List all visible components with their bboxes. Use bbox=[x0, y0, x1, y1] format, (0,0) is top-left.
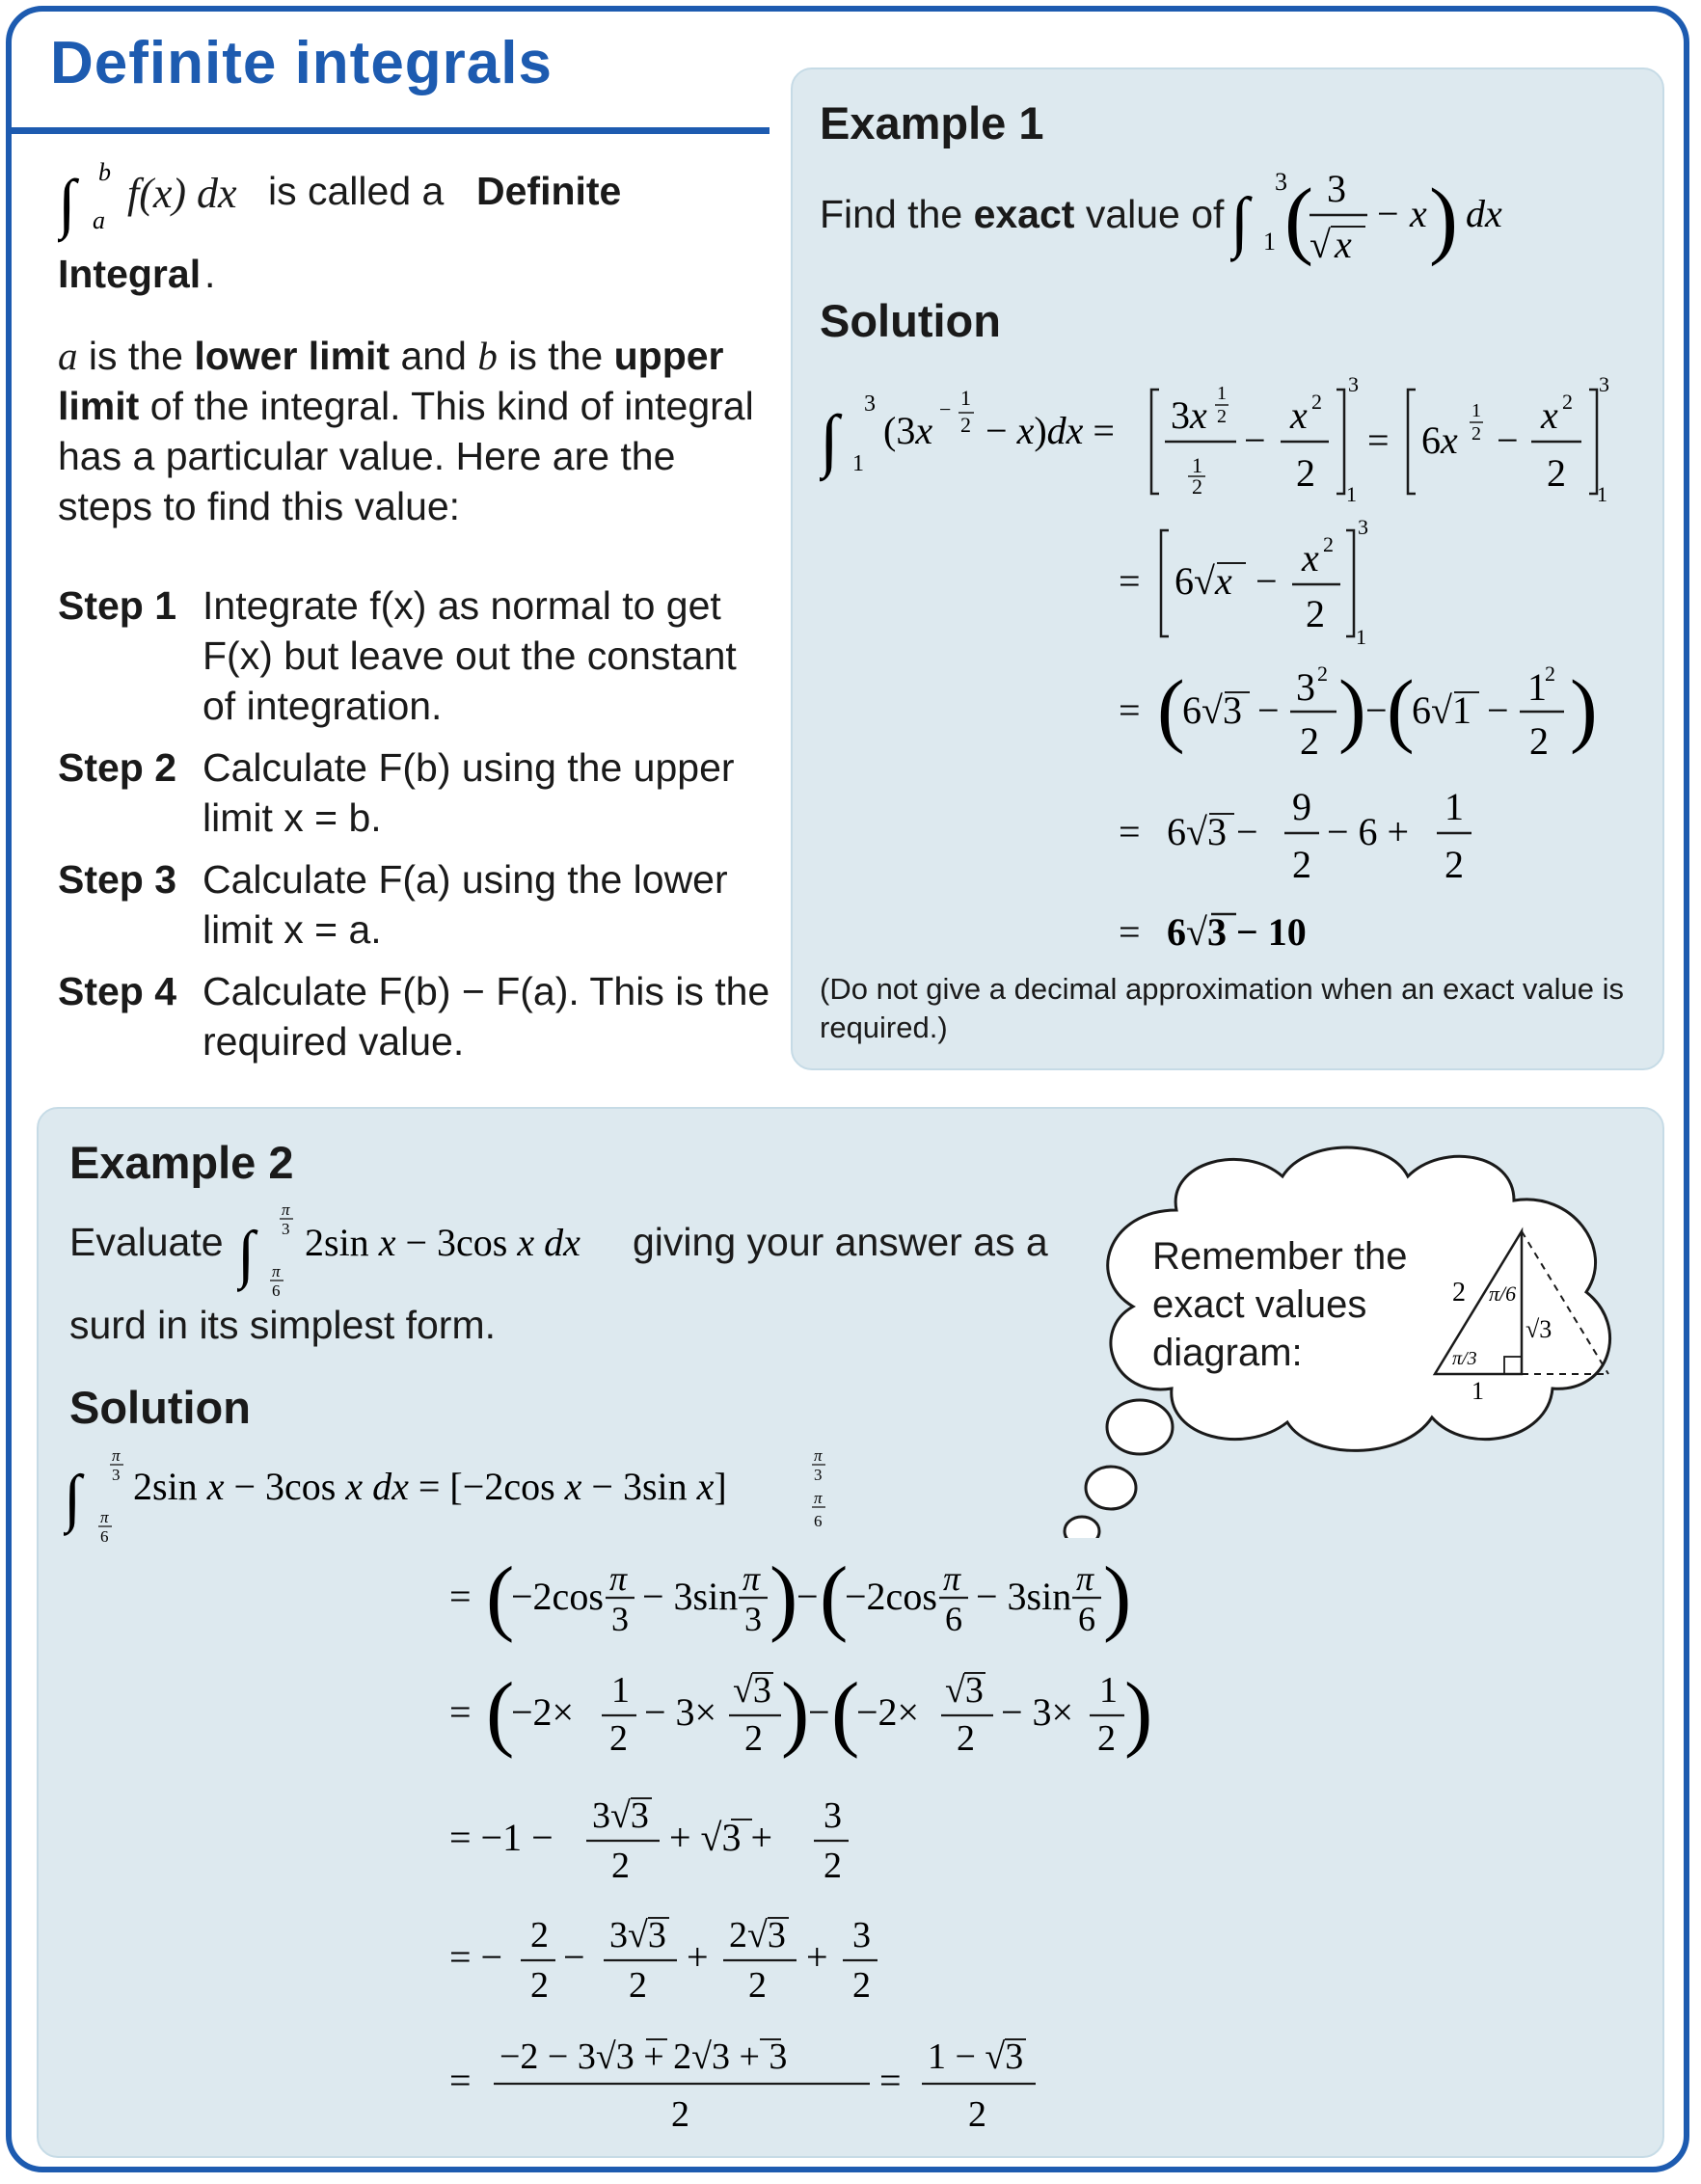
svg-text:3: 3 bbox=[824, 1795, 842, 1836]
svg-text:2: 2 bbox=[530, 1965, 549, 2006]
svg-text:1: 1 bbox=[1527, 665, 1547, 709]
svg-text:3: 3 bbox=[611, 1600, 629, 1638]
svg-text:−: − bbox=[808, 1690, 830, 1734]
svg-text:1: 1 bbox=[1192, 453, 1202, 477]
svg-text:2: 2 bbox=[1317, 661, 1328, 686]
limits-paragraph bbox=[58, 331, 771, 531]
svg-text:): ) bbox=[781, 1666, 810, 1760]
svg-text:3√3: 3√3 bbox=[609, 1915, 666, 1955]
step-4 bbox=[58, 966, 771, 1066]
svg-text:x: x bbox=[1541, 393, 1558, 437]
svg-text:−: − bbox=[796, 1575, 819, 1618]
svg-text:1: 1 bbox=[1444, 785, 1464, 828]
example-1-integral bbox=[1230, 159, 1520, 275]
term-end: . bbox=[204, 252, 216, 296]
svg-text:−2 − 3√3 + 2√3 + 3: −2 − 3√3 + 2√3 + 3 bbox=[500, 2036, 788, 2077]
example-1-solution-heading: Solution bbox=[820, 295, 1001, 346]
svg-text:(: ( bbox=[1284, 172, 1313, 267]
svg-text:−: − bbox=[1365, 688, 1388, 732]
svg-text:2: 2 bbox=[1292, 843, 1311, 886]
svg-text:=: = bbox=[449, 1690, 472, 1734]
svg-text:2: 2 bbox=[1097, 1718, 1116, 1759]
svg-text:3: 3 bbox=[1275, 168, 1287, 196]
svg-text:−: − bbox=[939, 397, 952, 421]
svg-text:6: 6 bbox=[272, 1281, 281, 1300]
svg-text:2: 2 bbox=[1545, 661, 1555, 686]
svg-text:2: 2 bbox=[1529, 719, 1549, 763]
svg-text:3: 3 bbox=[864, 391, 876, 417]
prompt-prefix: Find the bbox=[820, 192, 963, 236]
top-angle-label: π/6 bbox=[1489, 1281, 1517, 1306]
para-rest: of the integral. This kind of integral has a particular value. Here are the steps to find this value: bbox=[58, 384, 754, 528]
svg-text:): ) bbox=[1124, 1666, 1153, 1760]
svg-text:−: − bbox=[1257, 688, 1280, 732]
svg-text:2: 2 bbox=[530, 1915, 549, 1955]
svg-text:2: 2 bbox=[1192, 474, 1202, 499]
svg-text:− 3×: − 3× bbox=[1001, 1690, 1074, 1734]
svg-text:): ) bbox=[770, 1550, 798, 1644]
svg-text:π: π bbox=[742, 1559, 761, 1598]
called-text: is called a bbox=[268, 169, 445, 213]
example-2-prompt-prefix: Evaluate bbox=[69, 1220, 224, 1264]
svg-text:∫: ∫ bbox=[820, 401, 839, 478]
svg-text:2: 2 bbox=[1306, 592, 1325, 635]
example-1-prompt bbox=[820, 189, 1224, 239]
svg-text:=: = bbox=[449, 1575, 472, 1618]
svg-text:=: = bbox=[1119, 559, 1141, 603]
svg-text:+ √3 +: + √3 + bbox=[669, 1816, 773, 1859]
example-1-working bbox=[820, 366, 1649, 964]
upper-limit-term: upper limit bbox=[58, 334, 724, 428]
para-is-the-2: is the bbox=[508, 334, 604, 378]
page-title: Definite integrals bbox=[50, 30, 553, 96]
svg-text:6: 6 bbox=[1078, 1600, 1095, 1638]
opposite-label: √3 bbox=[1526, 1315, 1552, 1343]
integral-expression: f(x) dx bbox=[127, 170, 237, 217]
svg-text:3: 3 bbox=[1296, 665, 1315, 709]
svg-text:1: 1 bbox=[1472, 400, 1481, 421]
svg-text:−: − bbox=[1487, 688, 1509, 732]
svg-text:−2×: −2× bbox=[511, 1690, 575, 1734]
para-is-the: is the bbox=[88, 334, 183, 378]
step-text: Calculate F(a) using the lower limit x = a. bbox=[202, 857, 728, 952]
svg-text:π: π bbox=[100, 1508, 109, 1526]
definite-term: Definite bbox=[476, 169, 622, 213]
example-2-working bbox=[64, 1442, 1240, 2145]
example-2-integral bbox=[237, 1196, 623, 1302]
svg-text:1: 1 bbox=[1346, 482, 1357, 506]
svg-text:6: 6 bbox=[945, 1600, 962, 1638]
svg-text:2: 2 bbox=[671, 2094, 689, 2135]
svg-text:=: = bbox=[879, 2059, 902, 2102]
svg-text:dx: dx bbox=[1466, 192, 1502, 235]
svg-text:x: x bbox=[1302, 536, 1319, 580]
example-2-prompt-line2: surd in its simplest form. bbox=[69, 1303, 496, 1347]
svg-text:2: 2 bbox=[1444, 843, 1464, 886]
svg-text:3: 3 bbox=[744, 1600, 762, 1638]
svg-text:=: = bbox=[1119, 910, 1141, 954]
svg-text:2: 2 bbox=[960, 413, 971, 437]
step-text: Calculate F(b) using the upper limit x = b. bbox=[202, 745, 735, 840]
svg-text:6√3: 6√3 bbox=[1182, 688, 1242, 732]
svg-text:2: 2 bbox=[744, 1718, 763, 1759]
svg-text:=: = bbox=[1367, 418, 1390, 462]
svg-text:3: 3 bbox=[1327, 167, 1346, 210]
svg-text:2: 2 bbox=[1296, 451, 1315, 495]
svg-text:9: 9 bbox=[1292, 785, 1311, 828]
integral-term: Integral bbox=[58, 252, 202, 296]
svg-text:2: 2 bbox=[1300, 719, 1319, 763]
svg-text:2: 2 bbox=[957, 1718, 975, 1759]
step-label: Step 1 bbox=[58, 583, 177, 628]
svg-text:+: + bbox=[687, 1935, 709, 1979]
svg-text:3x: 3x bbox=[1171, 393, 1207, 437]
svg-text:2: 2 bbox=[609, 1718, 628, 1759]
svg-text:3: 3 bbox=[1348, 372, 1359, 396]
svg-text:2: 2 bbox=[748, 1965, 767, 2006]
svg-text:6√x: 6√x bbox=[1174, 559, 1232, 603]
step-1 bbox=[58, 580, 771, 731]
svg-text:∫: ∫ bbox=[58, 166, 76, 239]
svg-text:1: 1 bbox=[1356, 625, 1366, 649]
thought-bubble-text: Remember the exact values diagram: bbox=[1152, 1235, 1408, 1374]
step-3 bbox=[58, 854, 771, 955]
svg-text:(: ( bbox=[1387, 662, 1415, 755]
svg-text:∫: ∫ bbox=[64, 1463, 82, 1533]
svg-text:−2cos: −2cos bbox=[511, 1575, 604, 1618]
svg-text:3: 3 bbox=[1599, 372, 1609, 396]
svg-text:x: x bbox=[1290, 393, 1308, 437]
svg-text:x: x bbox=[1410, 192, 1427, 235]
svg-text:π: π bbox=[112, 1446, 121, 1465]
lower-limit-a: a bbox=[93, 206, 105, 234]
svg-text:π: π bbox=[814, 1446, 823, 1465]
svg-text:2: 2 bbox=[824, 1846, 842, 1886]
step-text: Calculate F(b) − F(a). This is the required value. bbox=[202, 969, 770, 1064]
svg-text:π: π bbox=[814, 1489, 823, 1507]
example-1-note: (Do not give a decimal approximation when an exact value is required.) bbox=[820, 972, 1625, 1044]
svg-text:2√3: 2√3 bbox=[729, 1915, 786, 1955]
svg-text:(: ( bbox=[820, 1550, 849, 1644]
step-label: Step 4 bbox=[58, 969, 177, 1013]
svg-text:1: 1 bbox=[960, 386, 971, 410]
svg-text:(: ( bbox=[1157, 662, 1185, 755]
intro-definition bbox=[58, 149, 771, 294]
svg-text:π: π bbox=[282, 1200, 290, 1219]
svg-text:6√3 −: 6√3 − bbox=[1167, 810, 1258, 853]
svg-text:+: + bbox=[806, 1935, 828, 1979]
svg-text:1: 1 bbox=[1099, 1670, 1118, 1711]
svg-text:=: = bbox=[449, 2059, 472, 2102]
svg-text:− 3×: − 3× bbox=[644, 1690, 717, 1734]
svg-text:(3x: (3x bbox=[883, 409, 933, 452]
svg-text:∫: ∫ bbox=[1230, 185, 1250, 259]
svg-text:= −: = − bbox=[449, 1935, 503, 1979]
svg-text:2: 2 bbox=[611, 1846, 630, 1886]
svg-text:−: − bbox=[1497, 418, 1519, 462]
svg-text:): ) bbox=[1429, 172, 1458, 267]
svg-text:−: − bbox=[1377, 192, 1399, 235]
svg-text:1: 1 bbox=[611, 1670, 630, 1711]
svg-text:π: π bbox=[943, 1559, 961, 1598]
svg-text:−: − bbox=[563, 1935, 585, 1979]
svg-text:6: 6 bbox=[100, 1527, 109, 1546]
svg-text:1 − √3: 1 − √3 bbox=[928, 2036, 1024, 2077]
svg-text:−2cos: −2cos bbox=[845, 1575, 937, 1618]
svg-text:2: 2 bbox=[629, 1965, 647, 2006]
svg-text:(: ( bbox=[486, 1666, 515, 1760]
svg-text:6√3 − 10: 6√3 − 10 bbox=[1167, 910, 1307, 954]
svg-text:2: 2 bbox=[968, 2094, 986, 2135]
example-2-prompt-suffix: giving your answer as a bbox=[633, 1220, 1048, 1264]
svg-text:6√1: 6√1 bbox=[1412, 688, 1472, 732]
hypotenuse-label: 2 bbox=[1452, 1278, 1466, 1308]
svg-text:): ) bbox=[1103, 1550, 1132, 1644]
para-b: b bbox=[477, 334, 498, 378]
svg-text:(: ( bbox=[486, 1550, 515, 1644]
step-text: Integrate f(x) as normal to get F(x) but leave out the constant of integration. bbox=[202, 583, 737, 728]
para-and: and bbox=[400, 334, 467, 378]
svg-text:2: 2 bbox=[852, 1965, 871, 2006]
svg-text:∫: ∫ bbox=[237, 1219, 256, 1289]
svg-text:3: 3 bbox=[814, 1466, 823, 1484]
svg-text:=: = bbox=[1119, 688, 1141, 732]
svg-text:1: 1 bbox=[1217, 383, 1227, 404]
prompt-suffix: value of bbox=[1085, 192, 1225, 236]
svg-text:3: 3 bbox=[852, 1915, 871, 1955]
exact-values-triangle bbox=[1427, 1220, 1620, 1403]
example-1-heading: Example 1 bbox=[820, 97, 1044, 148]
svg-text:2: 2 bbox=[1311, 390, 1322, 414]
svg-text:2sin x − 3cos x dx: 2sin x − 3cos x dx bbox=[305, 1221, 580, 1264]
example-2-solution-heading: Solution bbox=[69, 1382, 251, 1433]
base-label: 1 bbox=[1472, 1377, 1484, 1403]
svg-text:2: 2 bbox=[1547, 451, 1566, 495]
svg-text:3√3: 3√3 bbox=[592, 1795, 649, 1836]
svg-text:π: π bbox=[1076, 1559, 1094, 1598]
svg-text:−: − bbox=[1244, 418, 1266, 462]
svg-text:): ) bbox=[1570, 662, 1598, 755]
svg-text:√3: √3 bbox=[733, 1670, 771, 1711]
svg-text:2: 2 bbox=[1323, 532, 1334, 556]
svg-text:1: 1 bbox=[1263, 228, 1276, 256]
step-label: Step 3 bbox=[58, 857, 177, 902]
svg-text:1: 1 bbox=[852, 451, 864, 476]
para-a: a bbox=[58, 334, 78, 378]
svg-text:−: − bbox=[1256, 559, 1278, 603]
step-2 bbox=[58, 742, 771, 843]
example-2-heading: Example 2 bbox=[69, 1137, 294, 1188]
svg-text:1: 1 bbox=[1597, 482, 1607, 506]
svg-text:√: √ bbox=[1310, 223, 1331, 266]
prompt-bold: exact bbox=[973, 192, 1075, 236]
svg-text:= −1 −: = −1 − bbox=[449, 1816, 554, 1859]
svg-text:3: 3 bbox=[1358, 515, 1368, 539]
svg-text:6x: 6x bbox=[1421, 418, 1458, 462]
svg-text:− 3sin: − 3sin bbox=[642, 1575, 739, 1618]
svg-text:3: 3 bbox=[112, 1466, 121, 1484]
svg-text:(: ( bbox=[831, 1666, 860, 1760]
svg-text:2sin x − 3cos x dx = [−2cos x: 2sin x − 3cos x dx = [−2cos x − 3sin x] bbox=[133, 1465, 727, 1508]
svg-text:3: 3 bbox=[282, 1220, 290, 1238]
step-label: Step 2 bbox=[58, 745, 177, 790]
svg-text:− 6 +: − 6 + bbox=[1327, 810, 1410, 853]
svg-text:−2×: −2× bbox=[856, 1690, 920, 1734]
svg-text:√3: √3 bbox=[945, 1670, 984, 1711]
svg-text:2: 2 bbox=[1217, 406, 1227, 427]
svg-text:=: = bbox=[1119, 810, 1141, 853]
svg-text:): ) bbox=[1338, 662, 1366, 755]
bottom-angle-label: π/3 bbox=[1452, 1348, 1477, 1369]
upper-limit-b: b bbox=[98, 158, 111, 186]
lower-limit-term: lower limit bbox=[194, 334, 391, 378]
svg-text:6: 6 bbox=[814, 1512, 823, 1530]
svg-text:x: x bbox=[1335, 223, 1352, 266]
svg-text:− 3sin: − 3sin bbox=[976, 1575, 1072, 1618]
svg-text:2: 2 bbox=[1472, 423, 1481, 445]
svg-text:π: π bbox=[272, 1262, 281, 1281]
title-rule bbox=[10, 127, 770, 134]
svg-text:π: π bbox=[609, 1559, 628, 1598]
svg-text:2: 2 bbox=[1562, 390, 1573, 414]
steps-list bbox=[58, 580, 771, 1078]
svg-text:− x)dx =: − x)dx = bbox=[986, 409, 1115, 452]
